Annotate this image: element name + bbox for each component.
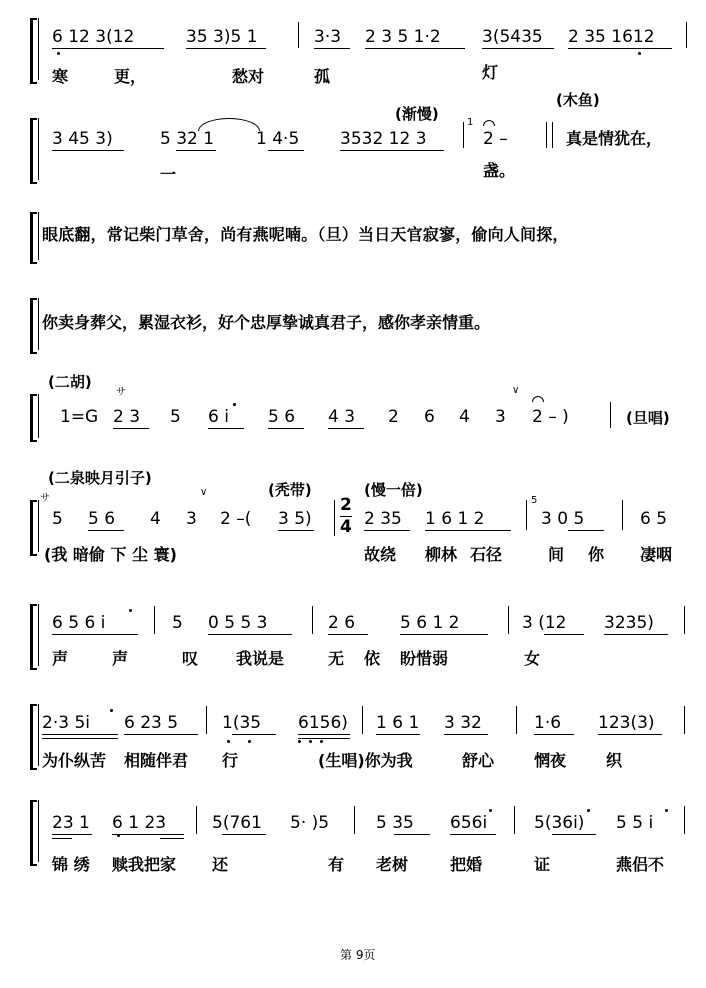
bar-line	[684, 606, 685, 634]
note-group: 3 5)	[278, 509, 312, 529]
note-group: 2 3 5 1·2	[365, 27, 441, 47]
lyric: 老树	[376, 855, 409, 874]
note-group: 3235)	[604, 613, 654, 633]
lyric: 寒	[52, 67, 69, 86]
note-group: 2 3	[113, 407, 141, 427]
beam	[42, 738, 118, 739]
beam	[52, 48, 164, 49]
system-bracket	[30, 704, 37, 770]
octave-dot	[298, 740, 301, 743]
slur	[198, 118, 260, 131]
beam	[394, 834, 430, 835]
beam	[364, 530, 410, 531]
note-group: 3	[495, 407, 506, 427]
note-group: 3 32	[444, 713, 482, 733]
beam	[328, 428, 364, 429]
note-group: 5· )5	[290, 813, 330, 833]
beam	[52, 838, 72, 839]
bar-line	[684, 706, 685, 734]
lyric: 我说是	[236, 649, 285, 668]
beam	[88, 530, 124, 531]
piece-annotation: (二泉映月引子)	[48, 469, 152, 487]
beam	[208, 428, 244, 429]
note-group: 6 5 6 i	[52, 613, 106, 633]
beam	[268, 150, 304, 151]
octave-dot	[233, 403, 236, 406]
system-bracket-inner	[38, 18, 39, 80]
lyric: 为仆纵苦	[42, 751, 107, 770]
note-group: 6 i	[208, 407, 229, 427]
instrument-annotation: (木鱼)	[556, 91, 600, 109]
octave-dot	[309, 740, 312, 743]
note-group: 6	[424, 407, 435, 427]
lyric: (生唱)你为我	[318, 751, 413, 770]
beam	[160, 838, 184, 839]
note-group: 5 32 1	[160, 129, 215, 149]
bar-line	[334, 500, 335, 536]
beam	[314, 48, 350, 49]
beam	[42, 734, 118, 735]
beam	[544, 634, 584, 635]
system-bracket	[30, 212, 37, 264]
bar-line	[546, 122, 547, 148]
spoken-text: 你卖身葬父，累湿衣衫，好个忠厚挚诚真君子，感你孝亲情重。	[42, 313, 491, 332]
note-group: 4 3	[328, 407, 356, 427]
beam	[52, 634, 138, 635]
lyric: 女	[524, 649, 541, 668]
page-number: 第 9页	[340, 948, 376, 962]
note-group: 2 –	[483, 129, 508, 149]
bar-line	[354, 806, 355, 834]
bar-line	[206, 706, 207, 734]
beam	[113, 428, 149, 429]
bar-line	[552, 122, 553, 148]
lyric: 行	[222, 751, 239, 770]
note-group: 5 5 i	[616, 813, 654, 833]
grace-note: 1	[467, 117, 474, 128]
beam	[604, 634, 668, 635]
octave-dot	[587, 809, 590, 812]
note-group: 1 6 1 2	[425, 509, 485, 529]
lyric: 相随伴君	[124, 751, 189, 770]
note-group: 5 6	[268, 407, 296, 427]
beam	[124, 734, 198, 735]
lyric: 更，	[114, 67, 147, 86]
note-group: 1(35	[222, 713, 262, 733]
lyric: 灯	[482, 63, 499, 82]
lyric: 盼惜弱	[400, 649, 449, 668]
system-bracket	[30, 604, 37, 670]
beam	[376, 734, 420, 735]
beam	[400, 634, 488, 635]
octave-dot	[110, 709, 113, 712]
note-group: 6 12 3(12	[52, 27, 135, 47]
beam	[534, 734, 574, 735]
octave-dot	[665, 809, 668, 812]
beam	[340, 150, 444, 151]
bar-line	[684, 806, 685, 834]
lyric: 声	[52, 649, 69, 668]
beam	[298, 738, 350, 739]
breath-mark: ∨	[512, 385, 520, 396]
octave-dot	[320, 740, 323, 743]
lyric: 一	[160, 165, 177, 184]
beam	[208, 634, 292, 635]
note-group: 3 45 3)	[52, 129, 113, 149]
system-bracket-inner	[38, 298, 39, 350]
lyric: 证	[534, 855, 551, 874]
octave-dot	[57, 52, 60, 55]
lyric: 叹	[182, 649, 199, 668]
note-group: 4	[150, 509, 161, 529]
bar-line	[298, 22, 299, 48]
note-group: 5	[52, 509, 63, 529]
lyric: 燕侣不	[616, 855, 665, 874]
note-group: 6 23 5	[124, 713, 179, 733]
lyric: 把婚	[450, 855, 483, 874]
spoken-text: 眼底翻，常记柴门草舍，尚有燕呢喃。（旦）当日天官寂寥，偷向人间探，	[42, 225, 569, 244]
system-bracket	[30, 298, 37, 354]
free-rhythm-mark: サ	[40, 493, 50, 504]
system-bracket	[30, 800, 37, 866]
lyric: 依	[364, 649, 381, 668]
note-group: 6156)	[298, 713, 348, 733]
note-group: 35 3)5 1	[186, 27, 258, 47]
note-group: 6 5	[640, 509, 668, 529]
fermata	[532, 396, 544, 402]
bar-line	[312, 606, 313, 634]
note-group: 3 0 5	[541, 509, 585, 529]
beam	[52, 834, 92, 835]
lyric: 故绕	[364, 545, 397, 564]
note-group: 2 – )	[532, 407, 569, 427]
lyric: (我 暗偷 下 尘 寰)	[44, 545, 177, 564]
beam	[268, 428, 304, 429]
system-bracket	[30, 500, 37, 556]
lyric: 锦 绣	[52, 855, 90, 874]
beam	[598, 734, 662, 735]
lyric: 织	[606, 751, 623, 770]
beam	[112, 834, 184, 835]
role-label: (旦唱)	[626, 409, 670, 427]
note-group: 23 1	[52, 813, 90, 833]
note-group: 3532 12 3	[340, 129, 427, 149]
beam	[444, 734, 488, 735]
bar-line	[463, 122, 464, 148]
breath-mark: ∨	[200, 487, 208, 498]
octave-dot	[227, 740, 230, 743]
lyric: 有	[328, 855, 345, 874]
beam	[52, 150, 124, 151]
note-group: 5 35	[376, 813, 414, 833]
key-signature: 1=G	[60, 407, 99, 427]
octave-dot	[489, 809, 492, 812]
note-group: 3(5435	[482, 27, 543, 47]
lyric: 赎我把家	[112, 855, 177, 874]
free-rhythm-mark: サ	[116, 387, 126, 398]
note-group: 5	[170, 407, 181, 427]
system-bracket	[30, 18, 37, 84]
octave-dot	[129, 609, 132, 612]
lyric: 盏。	[483, 161, 516, 180]
note-group: 4	[459, 407, 470, 427]
instrument-annotation: (秃带)	[268, 481, 312, 499]
note-group: 5 6	[88, 509, 116, 529]
lyric: 惘夜	[534, 751, 567, 770]
lyric: 愁对	[232, 67, 265, 86]
bar-line	[610, 402, 611, 428]
beam	[568, 530, 604, 531]
system-bracket-inner	[38, 118, 39, 180]
note-group: 5(36i)	[534, 813, 585, 833]
beam	[186, 48, 266, 49]
note-group: 1 4·5	[256, 129, 300, 149]
note-group: 1 6 1	[376, 713, 420, 733]
system-bracket-inner	[38, 212, 39, 260]
lyric: 你	[588, 545, 605, 564]
system-bracket	[30, 394, 37, 442]
bar-line	[516, 706, 517, 734]
system-bracket-inner	[38, 800, 39, 862]
note-group: 123(3)	[598, 713, 655, 733]
beam	[450, 834, 496, 835]
system-bracket-inner	[38, 394, 39, 438]
spoken-text: 真是情犹在，	[566, 129, 663, 148]
lyric: 无	[328, 649, 345, 668]
lyric: 间	[548, 545, 565, 564]
beam	[482, 48, 554, 49]
bar-line	[514, 806, 515, 834]
lyric: 声	[112, 649, 129, 668]
note-group: 3·3	[314, 27, 342, 47]
note-group: 0 5 5 3	[208, 613, 268, 633]
note-group: 2 6	[328, 613, 356, 633]
system-bracket	[30, 118, 37, 184]
system-bracket-inner	[38, 500, 39, 552]
note-group: 2	[388, 407, 399, 427]
tempo-annotation: (慢一倍)	[364, 481, 423, 499]
lyric: 石径	[470, 545, 503, 564]
note-group: 3	[186, 509, 197, 529]
lyric: 柳林	[425, 545, 458, 564]
grace-note: 5	[531, 495, 538, 506]
beam	[552, 834, 596, 835]
lyric: 孤	[314, 67, 331, 86]
note-group: 5 6 1 2	[400, 613, 460, 633]
bar-line	[526, 500, 527, 530]
beam	[232, 734, 276, 735]
note-group: 2·3 5i	[42, 713, 90, 733]
note-group: 2 35	[364, 509, 402, 529]
beam	[328, 634, 368, 635]
beam	[222, 834, 266, 835]
bar-line	[196, 806, 197, 834]
lyric: 还	[212, 855, 229, 874]
note-group: 2 35 1612	[568, 27, 655, 47]
beam	[298, 734, 350, 735]
octave-dot	[638, 52, 641, 55]
note-group: 2 –(	[220, 509, 252, 529]
lyric: 凄咽	[640, 545, 673, 564]
beam	[365, 48, 465, 49]
bar-line	[686, 22, 687, 48]
lyric: 舒心	[462, 751, 495, 770]
beam	[176, 150, 216, 151]
bar-line	[508, 606, 509, 634]
note-group: 3 (12	[522, 613, 567, 633]
time-signature: 4	[340, 517, 352, 537]
note-group: 5	[172, 613, 183, 633]
beam	[278, 530, 314, 531]
system-bracket-inner	[38, 604, 39, 666]
beam	[425, 530, 511, 531]
fermata	[483, 120, 495, 126]
tempo-annotation: (渐慢)	[395, 105, 439, 123]
note-group: 656i	[450, 813, 488, 833]
time-signature: 2	[340, 495, 352, 515]
instrument-annotation: (二胡)	[48, 373, 92, 391]
bar-line	[362, 706, 363, 734]
note-group: 1·6	[534, 713, 562, 733]
octave-dot	[248, 740, 251, 743]
bar-line	[622, 500, 623, 530]
note-group: 6 1 23	[112, 813, 167, 833]
system-bracket-inner	[38, 704, 39, 766]
note-group: 5(761	[212, 813, 262, 833]
beam	[568, 48, 672, 49]
bar-line	[154, 606, 155, 634]
